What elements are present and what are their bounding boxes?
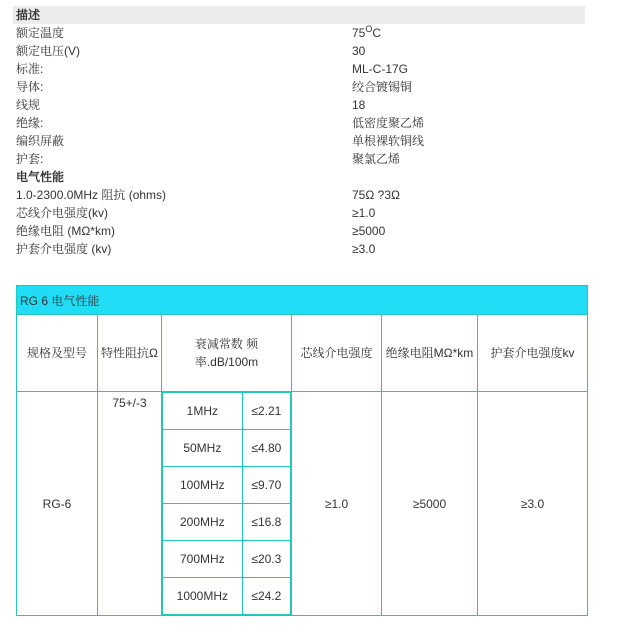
electrical-value: ≥1.0 <box>352 206 376 220</box>
cell-model: RG-6 <box>17 392 98 616</box>
electrical-key: 芯线介电强度(kv) <box>16 206 108 220</box>
attenuation-row <box>163 393 291 430</box>
attenuation-frequency: 100MHz <box>163 467 243 504</box>
spec-value-main: 聚氯乙烯 <box>352 152 401 166</box>
spec-value-unit: C <box>372 26 382 40</box>
electrical-row <box>13 186 585 204</box>
electrical-key: 护套介电强度 (kv) <box>16 242 112 256</box>
spec-row <box>13 60 585 78</box>
attenuation-row <box>163 504 291 541</box>
attenuation-frequency: 50MHz <box>163 430 243 467</box>
spec-value-main: 18 <box>352 98 366 112</box>
header-model: 规格及型号 <box>17 315 98 392</box>
cell-insulation-res: ≥5000 <box>382 392 478 616</box>
spec-value-main: ML-C-17G <box>352 62 409 76</box>
spec-key: 标准: <box>16 62 44 76</box>
attenuation-frequency: 1MHz <box>163 393 243 430</box>
attenuation-value: ≤9.70 <box>242 467 290 504</box>
electrical-key: 1.0-2300.0MHz 阻抗 (ohms) <box>16 188 167 202</box>
attenuation-frequency: 1000MHz <box>163 578 243 615</box>
spec-key: 护套: <box>16 152 44 166</box>
spec-value <box>352 132 424 150</box>
spec-row <box>13 24 585 42</box>
electrical-value: ≥3.0 <box>352 242 376 256</box>
spec-value <box>352 114 424 132</box>
electrical-value: 75Ω ?3Ω <box>352 188 400 202</box>
electrical-rows <box>13 186 585 258</box>
electrical-row <box>13 204 585 222</box>
electrical-row <box>13 240 585 258</box>
attenuation-value: ≤2.21 <box>242 393 290 430</box>
attenuation-row <box>163 430 291 467</box>
table-title: RG 6 电气性能 <box>17 286 588 315</box>
attenuation-value: ≤20.3 <box>242 541 290 578</box>
electrical-key: 绝缘电阻 (MΩ*km) <box>16 224 115 238</box>
spec-value <box>352 42 365 60</box>
spec-value-main: 低密度聚乙烯 <box>352 116 425 130</box>
spec-value-main: 30 <box>352 44 366 58</box>
spec-value <box>352 96 365 114</box>
spec-row <box>13 132 585 150</box>
spec-key: 额定电压(V) <box>16 44 80 58</box>
spec-value <box>352 60 408 78</box>
spec-rows <box>13 24 585 168</box>
spec-value-main: 单根裸软铜线 <box>352 134 425 148</box>
cell-attenuation <box>162 392 292 616</box>
spec-value <box>352 150 400 168</box>
spec-key: 绝缘: <box>16 116 44 130</box>
attenuation-value: ≤4.80 <box>242 430 290 467</box>
spec-value <box>352 78 412 96</box>
spec-value-sup: O <box>365 24 373 34</box>
spec-list <box>13 6 585 258</box>
spec-value-main: 75 <box>352 26 366 40</box>
spec-row <box>13 114 585 132</box>
attenuation-value: ≤24.2 <box>242 578 290 615</box>
spec-key: 额定温度 <box>16 26 65 40</box>
spec-row <box>13 42 585 60</box>
section-header-electrical: 电气性能 <box>16 170 65 184</box>
spec-value <box>352 24 381 42</box>
cell-impedance: 75+/-3 <box>98 392 162 616</box>
attenuation-frequency: 700MHz <box>163 541 243 578</box>
electrical-row <box>13 222 585 240</box>
rg6-electrical-table <box>16 285 588 616</box>
header-impedance: 特性阻抗Ω <box>98 315 162 392</box>
electrical-value: ≥5000 <box>352 224 386 238</box>
spec-key: 线规 <box>16 98 41 112</box>
spec-key: 导体: <box>16 80 44 94</box>
section-header-description: 描述 <box>13 6 585 24</box>
attenuation-row <box>163 467 291 504</box>
header-attenuation: 衰减常数 频率.dB/100m <box>162 315 292 392</box>
attenuation-row <box>163 541 291 578</box>
table-row <box>17 392 588 616</box>
attenuation-subtable <box>162 392 291 615</box>
cell-core-strength: ≥1.0 <box>292 392 382 616</box>
header-jacket-strength: 护套介电强度kv <box>478 315 588 392</box>
header-insulation-res: 绝缘电阻MΩ*km <box>382 315 478 392</box>
attenuation-row <box>163 578 291 615</box>
spec-row <box>13 78 585 96</box>
attenuation-value: ≤16.8 <box>242 504 290 541</box>
table-header-row <box>17 315 588 392</box>
attenuation-frequency: 200MHz <box>163 504 243 541</box>
spec-row <box>13 150 585 168</box>
spec-value-main: 绞合镀锡铜 <box>352 80 413 94</box>
header-core-strength: 芯线介电强度 <box>292 315 382 392</box>
spec-key: 编织屏蔽 <box>16 134 65 148</box>
cell-jacket-strength: ≥3.0 <box>478 392 588 616</box>
spec-row <box>13 96 585 114</box>
